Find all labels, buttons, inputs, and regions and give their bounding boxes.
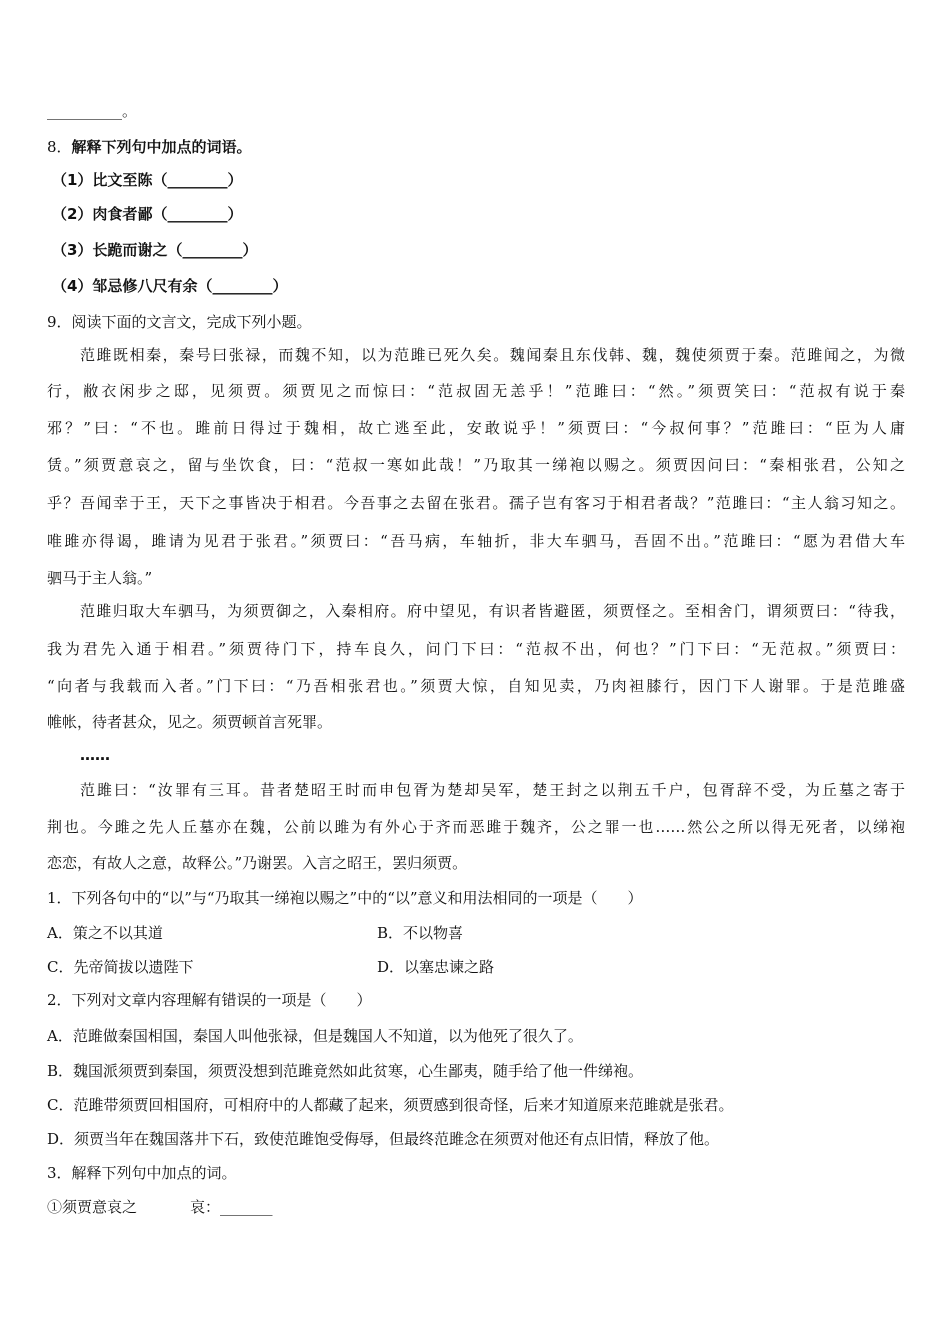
sub3-answer-blank[interactable]: 哀：_______ <box>190 1198 273 1216</box>
passage-p1-line: 行，敝衣闲步之邸，见须贾。须贾见之而惊曰：“范叔固无恙乎！”范雎曰：“然。”须贾笑曰：“范叔有说于秦 <box>47 382 905 400</box>
passage-p1-line: 赁。”须贾意哀之，留与坐饮食，曰：“范叔一寒如此哉！”乃取其一绨袍以赐之。须贾因问曰：“秦相张君，公知之 <box>47 456 905 474</box>
sub1-stem: 1．下列各句中的“以”与“乃取其一绨袍以赐之”中的“以”意义和用法相同的一项是（ ） <box>47 889 643 907</box>
option-b[interactable]: B．不以物喜 <box>377 924 464 942</box>
q8-item-2: （2）肉食者鄙（________） <box>52 205 243 223</box>
q8-item-3: （3）长跪而谢之（________） <box>52 241 258 259</box>
sub3-item <box>47 1197 273 1217</box>
passage-p3-line: 恋恋，有故人之意，故释公。”乃谢罢。入言之昭王，罢归须贾。 <box>47 854 468 872</box>
question-8-title <box>47 137 252 157</box>
option-a[interactable]: A．范雎做秦国相国，秦国人叫他张禄，但是魏国人不知道，以为他死了很久了。 <box>47 1027 583 1045</box>
sub1-options-row <box>47 923 905 943</box>
option-a[interactable]: A．策之不以其道 <box>47 924 163 942</box>
passage-p2-line: 我为君先入通于相君。”须贾待门下，持车良久，问门下曰：“范叔不出，何也？”门下曰：“无范叔。”须贾曰： <box>47 640 905 658</box>
q8-item-1: （1）比文至陈（________） <box>52 171 243 189</box>
option-b[interactable]: B．魏国派须贾到秦国，须贾没想到范雎竟然如此贫寒，心生鄙夷，随手给了他一件绨袍。 <box>47 1062 644 1080</box>
option-c[interactable]: C．先帝简拔以遗陛下 <box>47 958 194 976</box>
question-text: 解释下列句中加点的词语。 <box>71 138 252 156</box>
passage-p1-line: 邪？”曰：“不也。雎前日得过于魏相，故亡逃至此，安敢说乎！”须贾曰：“今叔何事？”范雎曰：“臣为人庸 <box>47 419 905 437</box>
passage-p1-line: 唯雎亦得谒，雎请为见君于张君。”须贾曰：“吾马病，车轴折，非大车驷马，吾固不出。”范雎曰：“愿为君借大车 <box>47 532 905 550</box>
sub2-stem: 2．下列对文章内容理解有错误的一项是（ ） <box>47 991 372 1009</box>
option-d[interactable]: D．须贾当年在魏国落井下石，致使范雎饱受侮辱，但最终范雎念在须贾对他还有点旧情，释放了他。 <box>47 1130 720 1148</box>
q8-item-4: （4）邹忌修八尺有余（________） <box>52 277 288 295</box>
passage-p3-line: 范雎曰：“汝罪有三耳。昔者楚昭王时而申包胥为楚却吴军，楚王封之以荆五千户，包胥辞不受，为丘墓之寄于 <box>80 781 905 799</box>
sub1-options-row <box>47 957 905 977</box>
passage-ellipsis: …… <box>80 746 110 764</box>
question-9-title: 9．阅读下面的文言文，完成下列小题。 <box>47 313 312 331</box>
option-c[interactable]: C．范雎带须贾回相国府，可相府中的人都藏了起来，须贾感到很奇怪，后来才知道原来范雎就是张君。 <box>47 1096 734 1114</box>
question-number: 8． <box>47 138 72 156</box>
passage-p1-line: 乎？吾闻幸于王，天下之事皆决于相君。今吾事之去留在张君。孺子岂有客习于相君者哉？”范雎曰：“主人翁习知之。 <box>47 494 905 512</box>
option-d[interactable]: D．以塞忠谏之路 <box>377 958 495 976</box>
passage-p1-line: 驷马于主人翁。” <box>47 569 153 587</box>
passage-p2-line: “向者与我载而入者。”门下曰：“乃吾相张君也。”须贾大惊，自知见卖，乃肉袒膝行，因门下人谢罪。于是范雎盛 <box>47 677 905 695</box>
passage-p2-line: 范雎归取大车驷马，为须贾御之，入秦相府。府中望见，有识者皆避匿，须贾怪之。至相舍门，谓须贾曰：“待我， <box>80 602 905 620</box>
top-blank: __________。 <box>47 102 138 120</box>
passage-p3-line: 荆也。今雎之先人丘墓亦在魏，公前以雎为有外心于齐而恶雎于魏齐，公之罪一也……然公之所以得无死者，以绨袍 <box>47 818 905 836</box>
sub3-sentence: ①须贾意哀之 <box>47 1198 138 1216</box>
passage-p1-line: 范雎既相秦，秦号曰张禄，而魏不知，以为范雎已死久矣。魏闻秦且东伐韩、魏，魏使须贾于秦。范雎闻之，为微 <box>80 346 905 364</box>
sub3-stem: 3．解释下列句中加点的词。 <box>47 1164 237 1182</box>
passage-p2-line: 帷帐，待者甚众，见之。须贾顿首言死罪。 <box>47 713 333 731</box>
